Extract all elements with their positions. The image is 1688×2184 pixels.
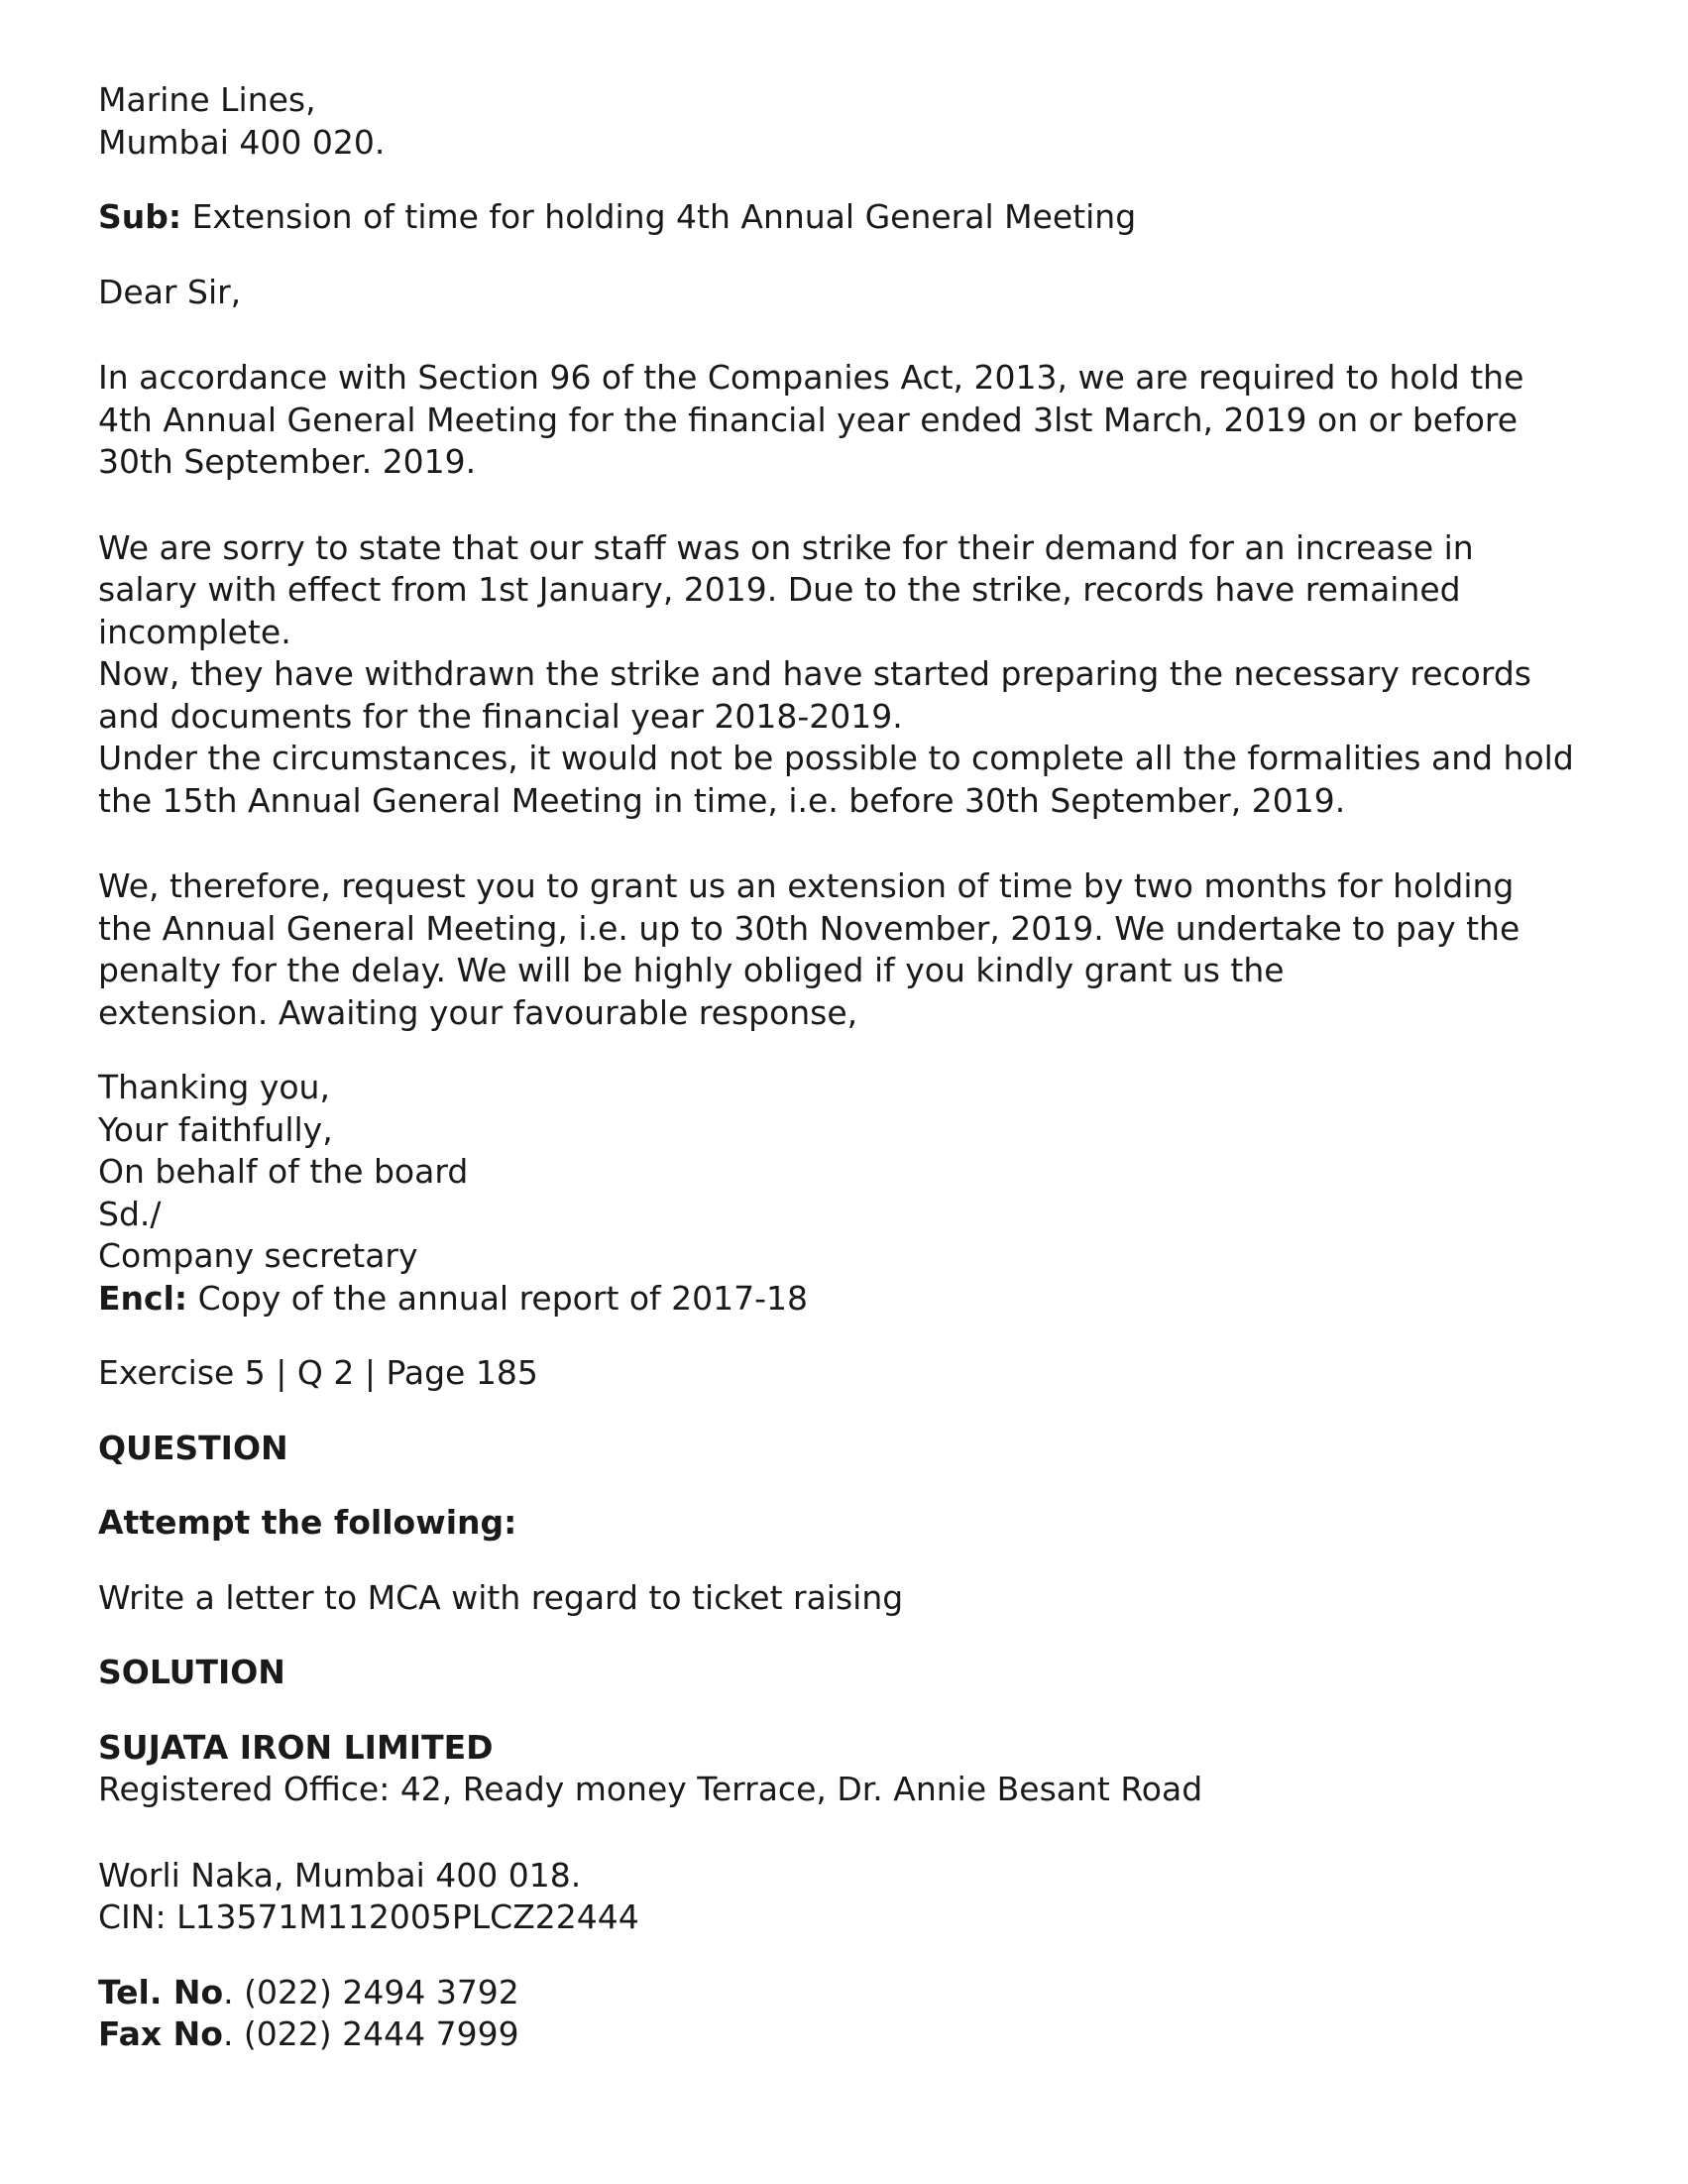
tel-line xyxy=(98,1972,1625,2014)
instruction-heading: Attempt the following: xyxy=(98,1503,517,1542)
paragraph-line: the Annual General Meeting, i.e. up to 30th November, 2019. We undertake to pay the xyxy=(98,908,1520,948)
paragraph-line: Now, they have withdrawn the strike and have started preparing the necessary records xyxy=(98,654,1531,693)
paragraph-3 xyxy=(98,865,1625,1034)
fax-line xyxy=(98,2013,1625,2056)
office-line: Worli Naka, Mumbai 400 018. xyxy=(98,1855,582,1895)
paragraph-2 xyxy=(98,527,1625,823)
question-heading: QUESTION xyxy=(98,1428,288,1467)
paragraph-1 xyxy=(98,357,1625,484)
closing-block xyxy=(98,1067,1625,1320)
paragraph-line: and documents for the financial year 2018-2019. xyxy=(98,696,903,736)
enclosure-label: Encl: xyxy=(98,1278,188,1318)
paragraph-line: penalty for the delay. We will be highly obliged if you kindly grant us the xyxy=(98,951,1285,989)
closing-line: Thanking you, xyxy=(98,1068,330,1106)
fax-number: . (022) 2444 7999 xyxy=(222,2014,519,2053)
company-name: SUJATA IRON LIMITED xyxy=(98,1727,494,1767)
paragraph-line: incomplete. xyxy=(98,612,291,651)
paragraph-line: We, therefore, request you to grant us an extension of time by two months for holding xyxy=(98,866,1515,905)
paragraph-line: 4th Annual General Meeting for the financial year ended 3lst March, 2019 on or before xyxy=(98,400,1519,439)
letterhead xyxy=(98,1727,1625,2056)
tel-label: Tel. No xyxy=(98,1972,224,2012)
closing-line: On behalf of the board xyxy=(98,1152,469,1191)
paragraph-line: the 15th Annual General Meeting in time, i.e. before 30th September, 2019. xyxy=(98,780,1346,820)
subject-label: Sub: xyxy=(98,197,182,236)
paragraph-line: In accordance with Section 96 of the Companies Act, 2013, we are required to hold the xyxy=(98,358,1524,397)
recipient-address xyxy=(98,79,1625,164)
salutation: Dear Sir, xyxy=(98,272,242,311)
paragraph-line: 30th September. 2019. xyxy=(98,442,477,481)
fax-label: Fax No xyxy=(98,2014,223,2053)
enclosure-text: Copy of the annual report of 2017-18 xyxy=(187,1278,809,1318)
document-page xyxy=(98,79,1625,2056)
subject-line xyxy=(98,196,1625,239)
paragraph-line: salary with effect from 1st January, 2019. Due to the strike, records have remained xyxy=(98,570,1461,609)
paragraph-line: extension. Awaiting your favourable response, xyxy=(98,992,858,1032)
solution-heading: SOLUTION xyxy=(98,1653,285,1691)
registered-office: Registered Office: 42, Ready money Terrace, Dr. Annie Besant Road xyxy=(98,1770,1203,1808)
address-line: Mumbai 400 020. xyxy=(98,122,386,162)
paragraph-line: We are sorry to state that our staff was on strike for their demand for an increase in xyxy=(98,527,1474,567)
closing-line: Your faithfully, xyxy=(98,1109,333,1149)
exercise-reference: Exercise 5 | Q 2 | Page 185 xyxy=(98,1353,538,1392)
address-line: Marine Lines, xyxy=(98,80,316,119)
tel-number: . (022) 2494 3792 xyxy=(223,1972,519,2012)
subject-text: Extension of time for holding 4th Annual General Meeting xyxy=(181,197,1137,236)
closing-line: Sd./ xyxy=(98,1194,162,1233)
enclosure-line xyxy=(98,1278,1625,1321)
question-text: Write a letter to MCA with regard to ticket raising xyxy=(98,1577,904,1617)
paragraph-line: Under the circumstances, it would not be possible to complete all the formalities and hold xyxy=(98,739,1574,777)
closing-line: Company secretary xyxy=(98,1236,418,1275)
cin-line: CIN: L13571M112005PLCZ22444 xyxy=(98,1897,639,1936)
